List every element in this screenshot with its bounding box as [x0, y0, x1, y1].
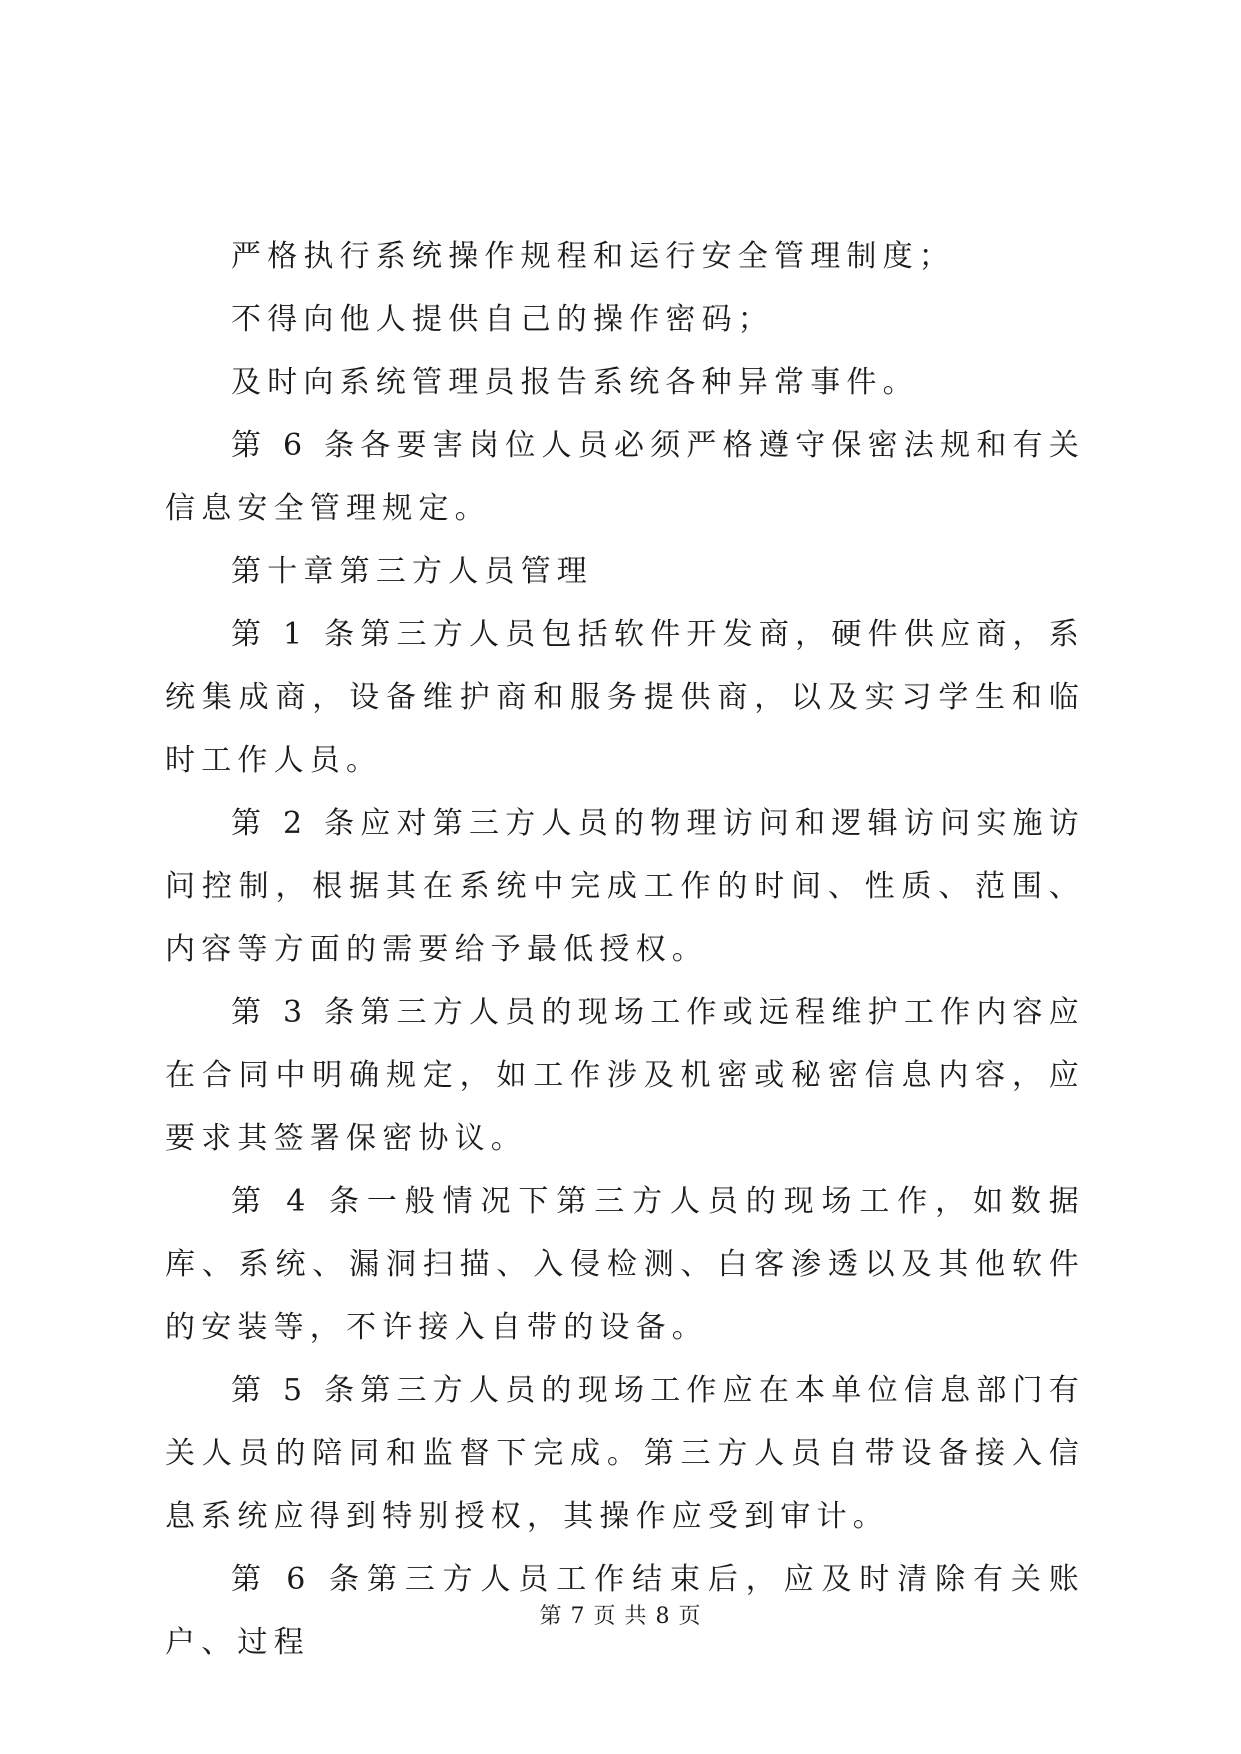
- paragraph: 第 6 条各要害岗位人员必须严格遵守保密法规和有关信息安全管理规定。: [165, 428, 1085, 526]
- paragraph: 第 2 条应对第三方人员的物理访问和逻辑访问实施访问控制，根据其在系统中完成工作的时间、性质、范围、内容等方面的需要给予最低授权。: [165, 806, 1085, 967]
- paragraph: 第 5 条第三方人员的现场工作应在本单位信息部门有关人员的陪同和监督下完成。第三方人员自带设备接入信息系统应得到特别授权，其操作应受到审计。: [165, 1373, 1085, 1534]
- paragraph: 严格执行系统操作规程和运行安全管理制度；: [231, 239, 955, 274]
- page-number-footer: 第 7 页 共 8 页: [539, 1604, 702, 1629]
- paragraph: 及时向系统管理员报告系统各种异常事件。: [231, 365, 919, 400]
- chapter-heading: 第十章第三方人员管理: [231, 554, 593, 589]
- paragraph: 第 1 条第三方人员包括软件开发商，硬件供应商，系统集成商，设备维护商和服务提供商，以及实习学生和临时工作人员。: [165, 617, 1085, 778]
- paragraph: 第 6 条第三方人员工作结束后，应及时清除有关账户、过程: [165, 1562, 1085, 1660]
- paragraph: 第 4 条一般情况下第三方人员的现场工作，如数据库、系统、漏洞扫描、入侵检测、白客渗透以及其他软件的安装等，不许接入自带的设备。: [165, 1184, 1085, 1345]
- document-body: [165, 225, 1085, 1674]
- paragraph: 第 3 条第三方人员的现场工作或远程维护工作内容应在合同中明确规定，如工作涉及机密或秘密信息内容，应要求其签署保密协议。: [165, 995, 1085, 1156]
- paragraph: 不得向他人提供自己的操作密码；: [231, 302, 774, 337]
